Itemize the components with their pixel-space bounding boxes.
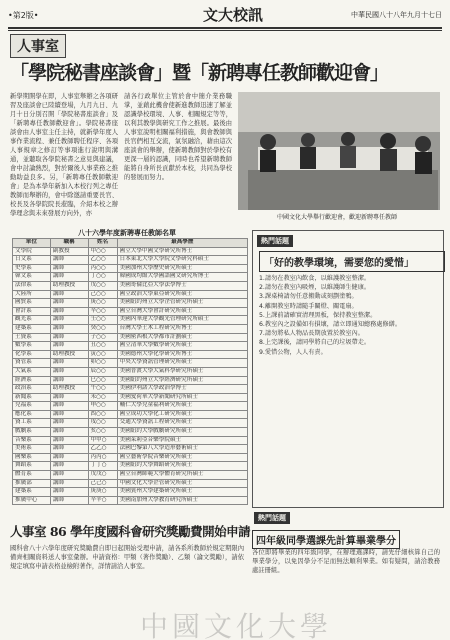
hot-topic-item: 1.請勿在教室內飲食，以維護教室整潔。 (259, 275, 371, 282)
cell-degree: 美國紐約大學戲劇研究所碩士 (117, 428, 247, 437)
hot-topic-item: 4.離開教室時請隨手關燈、關電扇。 (259, 302, 358, 310)
table-row (13, 496, 248, 505)
issue-date: 中華民國八十八年九月十七日 (351, 11, 442, 19)
cell-unit: 新聞系 (13, 393, 51, 402)
hot-topic-item: 6.教室內之設備如有損壞，請立即通知總務處修繕。 (259, 321, 402, 329)
cell-degree: 美國內華達大學觀光管理研究所碩士 (117, 316, 247, 325)
page-header (8, 4, 442, 26)
cell-title: 助理教授 (50, 385, 88, 394)
cell-unit: 建築系 (13, 488, 51, 497)
cell-name: 辛辛○ (88, 496, 117, 505)
table-row (13, 402, 248, 411)
bottom-right-title: 四年級同學選課先計算畢業學分 (252, 530, 400, 549)
table-row (13, 410, 248, 419)
table-row (13, 376, 248, 385)
cell-title: 講師 (50, 488, 88, 497)
table-row (13, 247, 248, 256)
hot-topic-list (259, 275, 437, 358)
cell-unit: 體育系 (13, 471, 51, 480)
hot-topic-title: 「好的教學環境，需要您的愛惜」 (259, 251, 445, 272)
hot-topic-item: 8.上完課後，請同學將自己的垃圾帶走。 (259, 339, 371, 347)
table-header-row (13, 239, 248, 248)
cell-degree: 日本東北大學大學院文學研究科碩士 (117, 256, 247, 265)
cell-degree: 國立藝術學院音樂研究所碩士 (117, 453, 247, 462)
cell-degree: 國立台灣師範大學體育研究所碩士 (117, 471, 247, 480)
table-row (13, 428, 248, 437)
cell-name: 辰○○ (88, 367, 117, 376)
table-row (13, 324, 248, 333)
cell-title: 講師 (50, 316, 88, 325)
cell-name: 卯○○ (88, 359, 117, 368)
cell-unit: 國樂系 (13, 453, 51, 462)
table-row (13, 333, 248, 342)
table-row (13, 350, 248, 359)
cell-degree: 中國文化大學企管研究所碩士 (117, 479, 247, 488)
table-row (13, 453, 248, 462)
cell-name: 亥○○ (88, 428, 117, 437)
cell-title: 講師 (50, 333, 88, 342)
cell-unit: 應化系 (13, 410, 51, 419)
header-rule-thin (8, 30, 442, 31)
hot-topic-tag: 熱門話題 (257, 235, 293, 247)
cell-title: 講師 (50, 428, 88, 437)
col-header-name: 姓名 (88, 239, 117, 248)
bottom-article: 國科會八十六學年度研究獎勵費自即日起開始受理申請，請各系所教師於規定期限內備齊相關資料送人事室彙辦。申請資格：甲類（著作獎勵）、乙類（論文獎勵），請依規定填寫申請表格並檢附著作，詳情請洽人事室。 (10, 545, 244, 570)
cell-unit: 韓文系 (13, 273, 51, 282)
bottom-headline: 人事室 86 學年度國科會研究獎勵費開始申請 (10, 524, 251, 539)
header-rule (8, 27, 442, 29)
table-row (13, 471, 248, 480)
table-row (13, 316, 248, 325)
table-row (13, 359, 248, 368)
cell-unit: 資工系 (13, 419, 51, 428)
cell-name: 甲○○ (88, 247, 117, 256)
new-faculty-table (12, 238, 248, 505)
article-column-1: 新學期開學在即，人事室舉辦之各項研習及座談會已陸續登場，九月九日、九月十日分別召開「學院秘書座談會」及「新聘專任教師歡迎會」。學院秘書座談會由人事室主任主持，就新學年度人事作業流程、兼任教師聘任程序、各項人事規章之修訂等事項進行說明與溝通，並聽取各學院秘書之意見與建議，會中討論熱烈，對於爾後人事業務之推動助益良多。另，「新聘專任教師歡迎會」是為本學年新加入本校行列之專任教師而舉辦的，會中除邀請重要長官、校長及各學院院長蒞臨，介紹本校之辦學理念與未來發展方向外，亦 (10, 93, 118, 217)
table-row (13, 273, 248, 282)
cell-unit: 音樂系 (13, 436, 51, 445)
cell-name: 己○○ (88, 290, 117, 299)
cell-name: 丁丁○ (88, 462, 117, 471)
table-row (13, 462, 248, 471)
cell-degree: 美國紐約大學舞蹈研究所碩士 (117, 462, 247, 471)
hot-topic-item: 9.愛惜公物，人人有責。 (259, 348, 327, 356)
cell-name: 癸○○ (88, 324, 117, 333)
table-row (13, 299, 248, 308)
cell-unit: 會計系 (13, 307, 51, 316)
cell-degree: 國立政治大學東亞研究所碩士 (117, 290, 247, 299)
cell-title: 講師 (50, 324, 88, 333)
cell-name: 庚○○ (88, 299, 117, 308)
cell-degree: 國立台灣大學會計研究所碩士 (117, 307, 247, 316)
cell-name: 甲甲○ (88, 436, 117, 445)
table-row (13, 307, 248, 316)
cell-degree: 台灣大學土木工程研究所博士 (117, 324, 247, 333)
cell-title: 講師 (50, 445, 88, 454)
cell-unit: 文學院 (13, 247, 51, 256)
cell-title: 講師 (50, 471, 88, 480)
cell-unit: 資管系 (13, 359, 51, 368)
table-row (13, 385, 248, 394)
cell-unit: 土資系 (13, 333, 51, 342)
table-row (13, 256, 248, 265)
col-header-unit: 單位 (13, 239, 51, 248)
cell-title: 講師 (50, 410, 88, 419)
cell-title: 講師 (50, 264, 88, 273)
cell-title: 講師 (50, 273, 88, 282)
cell-degree: 美國南加州大學教育研究所碩士 (117, 496, 247, 505)
col-header-degree: 最高學歷 (117, 239, 247, 248)
hot-topic-item: 5.上課前請確實清理黑板，保持教室整潔。 (259, 311, 377, 319)
table-row (13, 367, 248, 376)
table-row (13, 264, 248, 273)
cell-unit: 法律系 (13, 281, 51, 290)
hot-topic-item: 7.請勿將私人物品長期放置於教室內。 (259, 330, 364, 338)
cell-name: 丑○○ (88, 342, 117, 351)
table-row (13, 342, 248, 351)
cell-title: 助理教授 (50, 350, 88, 359)
table-row (13, 436, 248, 445)
photo-caption: 中國文化大學舉行歡迎會，歡迎新聘專任教師 (276, 214, 397, 221)
cell-title: 講師 (50, 342, 88, 351)
meeting-photo-image (238, 92, 440, 210)
cell-degree: 美國普渡大學大氣科學研究所碩士 (117, 367, 247, 376)
table-row (13, 419, 248, 428)
cell-title: 講師 (50, 402, 88, 411)
hot-topic-item: 3.課桌椅請勿任意搬動或刻劃塗鴉。 (259, 293, 358, 301)
cell-title: 講師 (50, 462, 88, 471)
cell-degree: 交通大學資訊工程研究所碩士 (117, 419, 247, 428)
col-header-title: 職稱 (50, 239, 88, 248)
cell-name: 己己○ (88, 479, 117, 488)
cell-name: 戊○○ (88, 281, 117, 290)
cell-title: 講師 (50, 256, 88, 265)
cell-unit: 史學系 (13, 264, 51, 273)
cell-degree: 美國愛荷華大學新聞研究所碩士 (117, 393, 247, 402)
cell-title: 講師 (50, 359, 88, 368)
cell-degree: 美國德州大學化學研究所博士 (117, 350, 247, 359)
cell-title: 講師 (50, 367, 88, 376)
cell-name: 乙○○ (88, 256, 117, 265)
cell-unit: 推廣中心 (13, 496, 51, 505)
cell-degree: 國立大學中國文學研究所博士 (117, 247, 247, 256)
cell-unit: 數學系 (13, 342, 51, 351)
table-row (13, 281, 248, 290)
cell-degree: 美國茱莉亞音樂學院碩士 (117, 436, 247, 445)
cell-degree: 國立成功大學化工研究所碩士 (117, 410, 247, 419)
cell-name: 庚庚○ (88, 488, 117, 497)
cell-title: 講師 (50, 307, 88, 316)
cell-title: 講師 (50, 453, 88, 462)
hot-topic-item: 2.請勿在教室內吸煙，以維護師生健康。 (259, 284, 371, 292)
cell-unit: 大陸所 (13, 290, 51, 299)
cell-unit: 戲劇系 (13, 428, 51, 437)
cell-name: 巳○○ (88, 376, 117, 385)
cell-unit: 建築系 (13, 324, 51, 333)
page-number: •第2版• (8, 11, 39, 20)
cell-title: 講師 (50, 496, 88, 505)
cell-degree: 美國加州大學歷史研究所碩士 (117, 264, 247, 273)
cell-title: 講師 (50, 376, 88, 385)
cell-unit: 觀光系 (13, 316, 51, 325)
cell-name: 乙乙○ (88, 445, 117, 454)
hot-topic-box (252, 230, 444, 508)
cell-unit: 經濟系 (13, 376, 51, 385)
cell-name: 未○○ (88, 393, 117, 402)
cell-name: 寅○○ (88, 350, 117, 359)
table-row (13, 393, 248, 402)
cell-title: 講師 (50, 479, 88, 488)
table-row (13, 290, 248, 299)
cell-title: 助理教授 (50, 281, 88, 290)
bottom-right-text: 各位即將畢業的四年級同學，在辦理選課時，請先仔細核算自己的畢業學分，以免因學分不足而無法順利畢業。如有疑問，請洽教務處註冊組。 (252, 549, 440, 574)
main-headline: 「學院秘書座談會」暨「新聘專任教師歡迎會」 (10, 62, 389, 84)
cell-degree: 美國紐約州立大學企管研究所碩士 (117, 299, 247, 308)
article-column-2: 請各行政單位主管於會中簡介業務職掌，並藉此機會使新進教師迅速了解並認識學校環境、人事、相關規定等等，以利其教學與研究工作之推展。最後由人事室說明相關福利措施，與會教師與長官們相互交流，氣氛融洽，藉由這次座談會的舉辦，使新聘教師對於學校有更深一層的認識，同時也希望新聘教師能將自身所長貢獻於本校，共同為學校的發展而努力。 (124, 93, 232, 181)
cell-unit: 舞蹈系 (13, 462, 51, 471)
cell-degree: 中央大學資訊管理研究所碩士 (117, 359, 247, 368)
bottom-right-tag: 熱門話題 (254, 512, 290, 524)
cell-title: 副教授 (50, 247, 88, 256)
cell-name: 丙丙○ (88, 453, 117, 462)
cell-degree: 美國伊利諾大學政治學博士 (117, 385, 247, 394)
table-row (13, 479, 248, 488)
table-title: 八十六學年度新聘專任教師名單 (78, 229, 176, 237)
cell-unit: 日文系 (13, 256, 51, 265)
cell-name: 辛○○ (88, 307, 117, 316)
cell-unit: 化學系 (13, 350, 51, 359)
cell-name: 子○○ (88, 333, 117, 342)
cell-name: 申○○ (88, 402, 117, 411)
cell-degree: 美國紐約州立大學經濟研究所碩士 (117, 376, 247, 385)
table-row (13, 445, 248, 454)
cell-title: 講師 (50, 436, 88, 445)
cell-degree: 美國密西根大學都市計劃碩士 (117, 333, 247, 342)
cell-degree: 國立清華大學數學研究所碩士 (117, 342, 247, 351)
cell-title: 講師 (50, 299, 88, 308)
cell-title: 講師 (50, 393, 88, 402)
newspaper-title: 文大校訊 (202, 6, 263, 24)
cell-name: 壬○○ (88, 316, 117, 325)
cell-unit: 美術系 (13, 445, 51, 454)
cell-unit: 兒福系 (13, 402, 51, 411)
cell-unit: 推廣部 (13, 479, 51, 488)
section-tag: 人事室 (10, 34, 66, 58)
cell-unit: 國貿系 (13, 299, 51, 308)
meeting-photo (238, 92, 440, 210)
cell-degree: 美國賓州大學建築研究所碩士 (117, 488, 247, 497)
cell-degree: 法國巴黎第八大學造形藝術碩士 (117, 445, 247, 454)
cell-title: 講師 (50, 419, 88, 428)
cell-degree: 美國哥倫比亞大學法學博士 (117, 281, 247, 290)
cell-name: 丙○○ (88, 264, 117, 273)
table-row (13, 488, 248, 497)
cell-unit: 政治系 (13, 385, 51, 394)
cell-name: 丁○○ (88, 273, 117, 282)
cell-name: 酉○○ (88, 410, 117, 419)
cell-name: 戊戊○ (88, 471, 117, 480)
watermark: 中國文化大學 (140, 610, 333, 640)
cell-degree: 輔仁大學兒童福利研究所碩士 (117, 402, 247, 411)
cell-name: 戌○○ (88, 419, 117, 428)
cell-degree: 韓國成均館大學國語國文研究所博士 (117, 273, 247, 282)
cell-unit: 大氣系 (13, 367, 51, 376)
cell-name: 午○○ (88, 385, 117, 394)
cell-title: 講師 (50, 290, 88, 299)
